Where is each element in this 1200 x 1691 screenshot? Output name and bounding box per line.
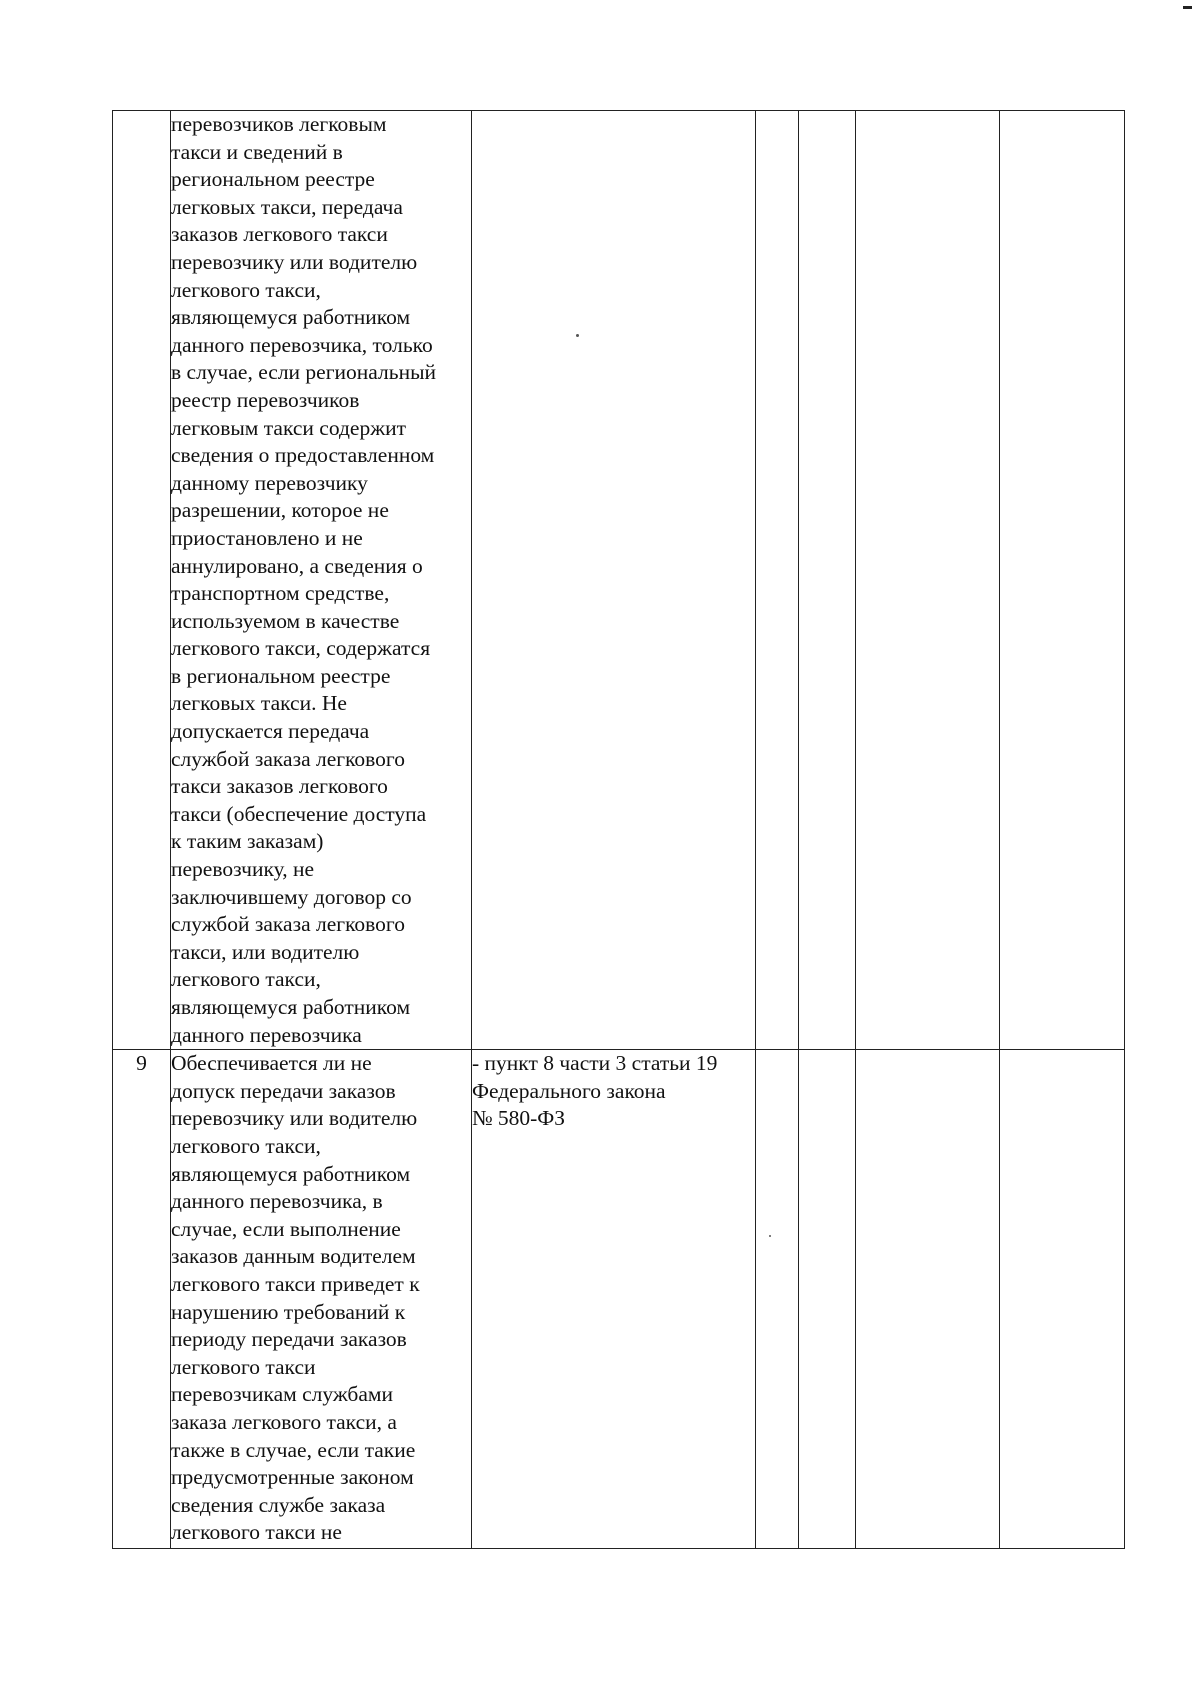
question-text: перевозчиков легковым такси и сведений в региональном реестре легковых такси, передача заказов легкового такси перевозчику или водителю легкового такси, являющемуся работником данного перевозчика, только в случае, если региональный реестр перевозчиков легковым такси содержит сведения о предоставленном данному перевозчику разрешении, которое не приостановлено и не аннулировано, а сведения о транспортном средстве, используемом в качестве легкового такси, содержатся в региональном реестре легковых такси. Не допускается передача службой заказа легкового такси заказов легкового такси (обеспечение доступа к таким заказам) перевозчику, не заключившему договор со службой заказа легкового такси, или водителю легкового такси, являющемуся работником данного перевозчика — [171, 111, 472, 1050]
answer-yes-cell — [756, 1050, 799, 1549]
note-cell — [1000, 111, 1125, 1050]
not-applicable-cell — [856, 111, 1000, 1050]
table-row — [113, 1050, 1125, 1549]
answer-no-cell — [799, 1050, 856, 1549]
row-number — [113, 111, 171, 1050]
not-applicable-cell — [856, 1050, 1000, 1549]
row-number: 9 — [113, 1050, 171, 1549]
checklist-table — [112, 110, 1125, 1549]
answer-yes-cell — [756, 111, 799, 1050]
question-text: Обеспечивается ли не допуск передачи заказов перевозчику или водителю легкового такси, являющемуся работником данного перевозчика, в случае, если выполнение заказов данным водителем легкового такси приведет к нарушению требований к периоду передачи заказов легкового такси перевозчикам службами заказа легкового такси, а также в случае, если такие предусмотренные законом сведения службе заказа легкового такси не — [171, 1050, 472, 1549]
scan-speck — [769, 1235, 771, 1237]
table-row — [113, 111, 1125, 1050]
answer-no-cell — [799, 111, 856, 1050]
scan-speck — [576, 334, 579, 337]
note-cell — [1000, 1050, 1125, 1549]
legal-basis-text — [472, 111, 756, 1050]
corner-mark — [1183, 6, 1192, 9]
legal-basis-text: - пункт 8 части 3 статьи 19 Федерального закона № 580-ФЗ — [472, 1050, 756, 1549]
